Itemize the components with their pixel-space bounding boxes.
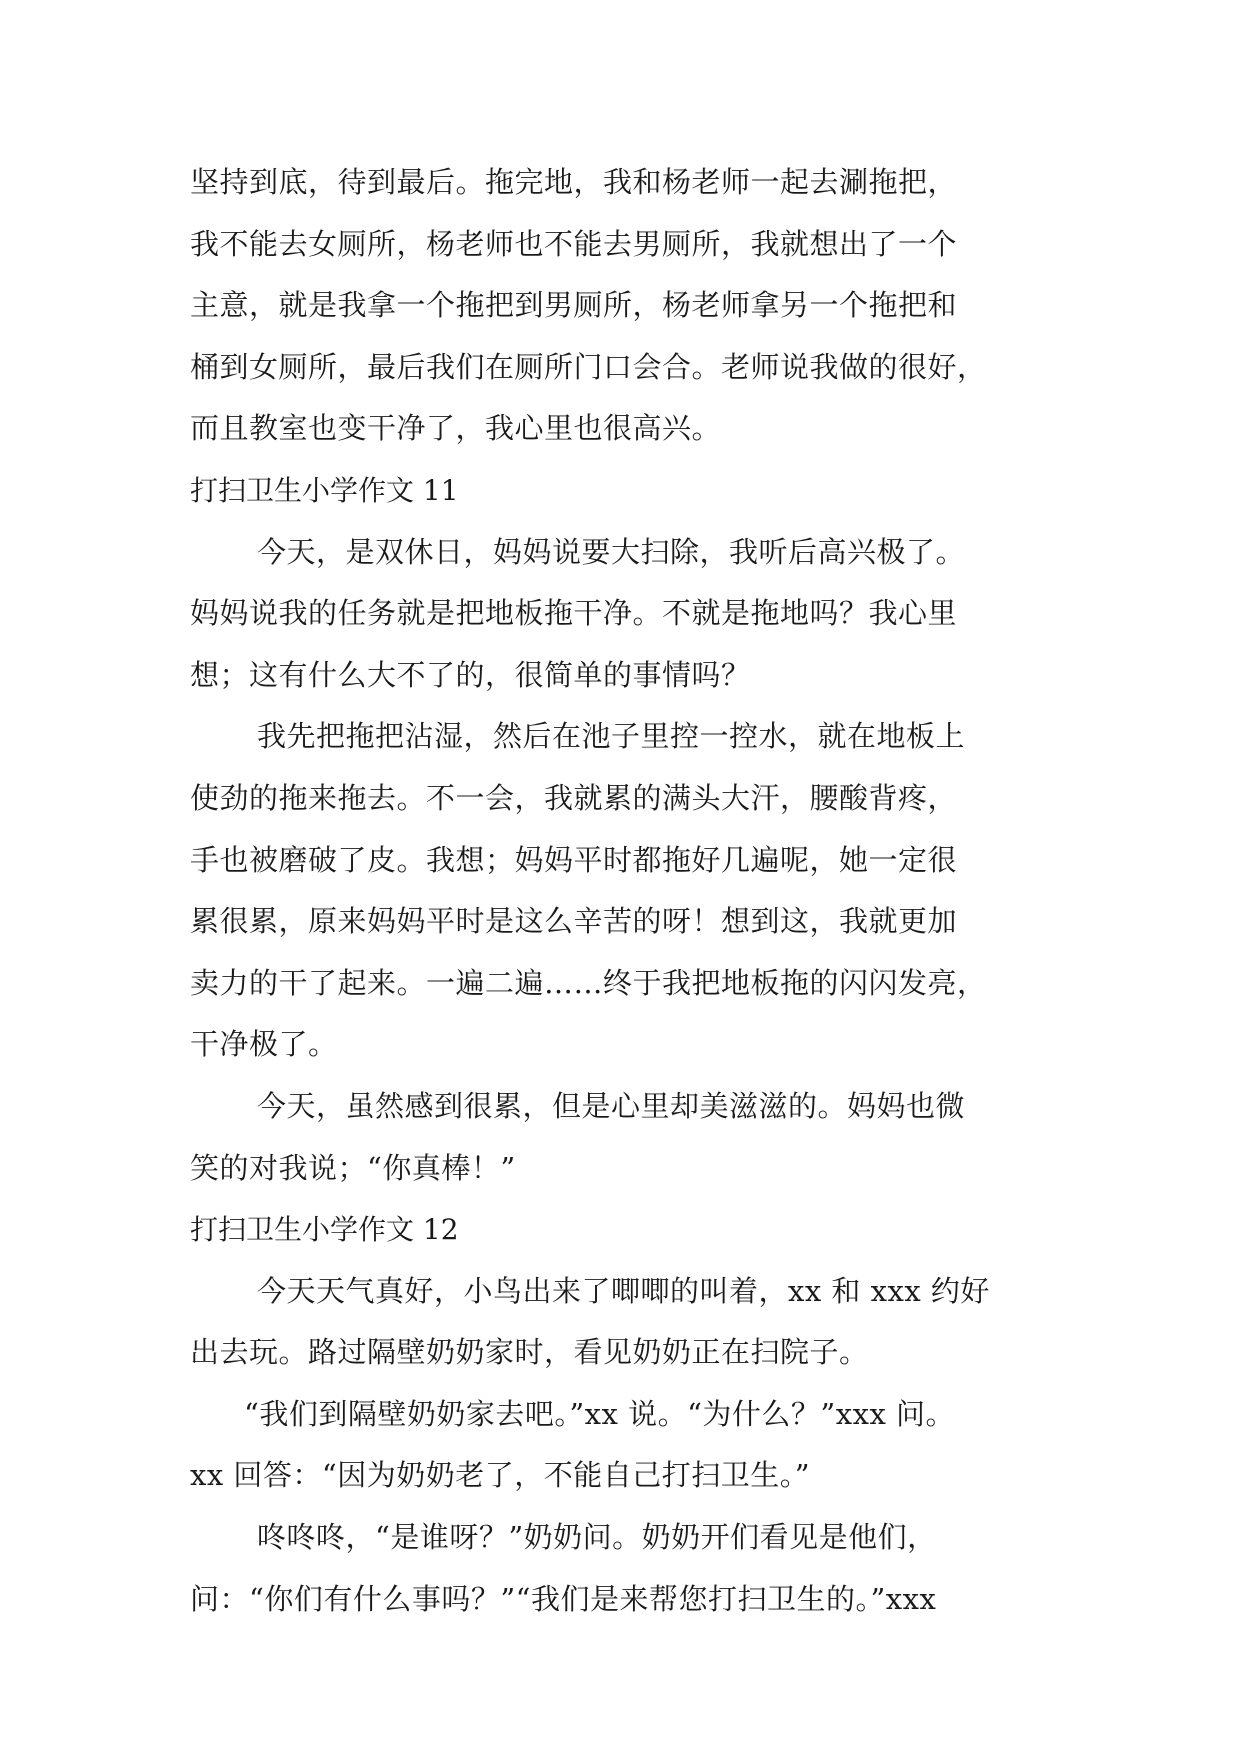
text-line: 主意，就是我拿一个拖把到男厕所，杨老师拿另一个拖把和 (190, 288, 958, 323)
text-line: 我不能去女厕所，杨老师也不能去男厕所，我就想出了一个 (190, 226, 958, 261)
text-line: 笑的对我说；“你真棒！” (190, 1150, 516, 1185)
text-line: 问：“你们有什么事吗？”“我们是来帮您打扫卫生的。”xxx (190, 1581, 937, 1616)
section-heading: 打扫卫生小学作文 12 (190, 1213, 459, 1247)
text-line: 桶到女厕所，最后我们在厕所门口会合。老师说我做的很好， (190, 349, 987, 384)
text-line: 使劲的拖来拖去。不一会，我就累的满头大汗，腰酸背疼， (190, 780, 958, 815)
text-line: 干净极了。 (190, 1027, 338, 1062)
text-line: 而且教室也变干净了，我心里也很高兴。 (190, 411, 722, 446)
text-line: 卖力的干了起来。一遍二遍……终于我把地板拖的闪闪发亮， (190, 965, 987, 1000)
paragraph-first-line: 我先把拖把沾湿，然后在池子里控一控水，就在地板上 (257, 719, 966, 754)
paragraph-first-line: “我们到隔壁奶奶家去吧。”xx 说。“为什么？”xxx 问。 (244, 1396, 956, 1431)
paragraph-first-line: 咚咚咚，“是谁呀？”奶奶问。奶奶开们看见是他们， (257, 1520, 937, 1555)
text-line: 手也被磨破了皮。我想；妈妈平时都拖好几遍呢，她一定很 (190, 842, 958, 877)
text-line: xx 回答：“因为奶奶老了，不能自己打扫卫生。” (190, 1458, 811, 1493)
paragraph-first-line: 今天，是双休日，妈妈说要大扫除，我听后高兴极了。 (257, 534, 966, 569)
text-line: 想；这有什么大不了的，很简单的事情吗？ (190, 657, 751, 692)
body-text (190, 152, 1060, 1630)
paragraph-first-line: 今天，虽然感到很累，但是心里却美滋滋的。妈妈也微 (257, 1088, 966, 1123)
text-line: 妈妈说我的任务就是把地板拖干净。不就是拖地吗？我心里 (190, 596, 958, 631)
text-line: 累很累，原来妈妈平时是这么辛苦的呀！想到这，我就更加 (190, 904, 958, 939)
text-line: 坚持到底，待到最后。拖完地，我和杨老师一起去涮拖把， (190, 165, 958, 199)
paragraph-first-line: 今天天气真好，小鸟出来了唧唧的叫着，xx 和 xxx 约好 (257, 1273, 990, 1308)
text-line: 出去玩。路过隔壁奶奶家时，看见奶奶正在扫院子。 (190, 1335, 869, 1370)
section-heading: 打扫卫生小学作文 11 (190, 473, 459, 507)
